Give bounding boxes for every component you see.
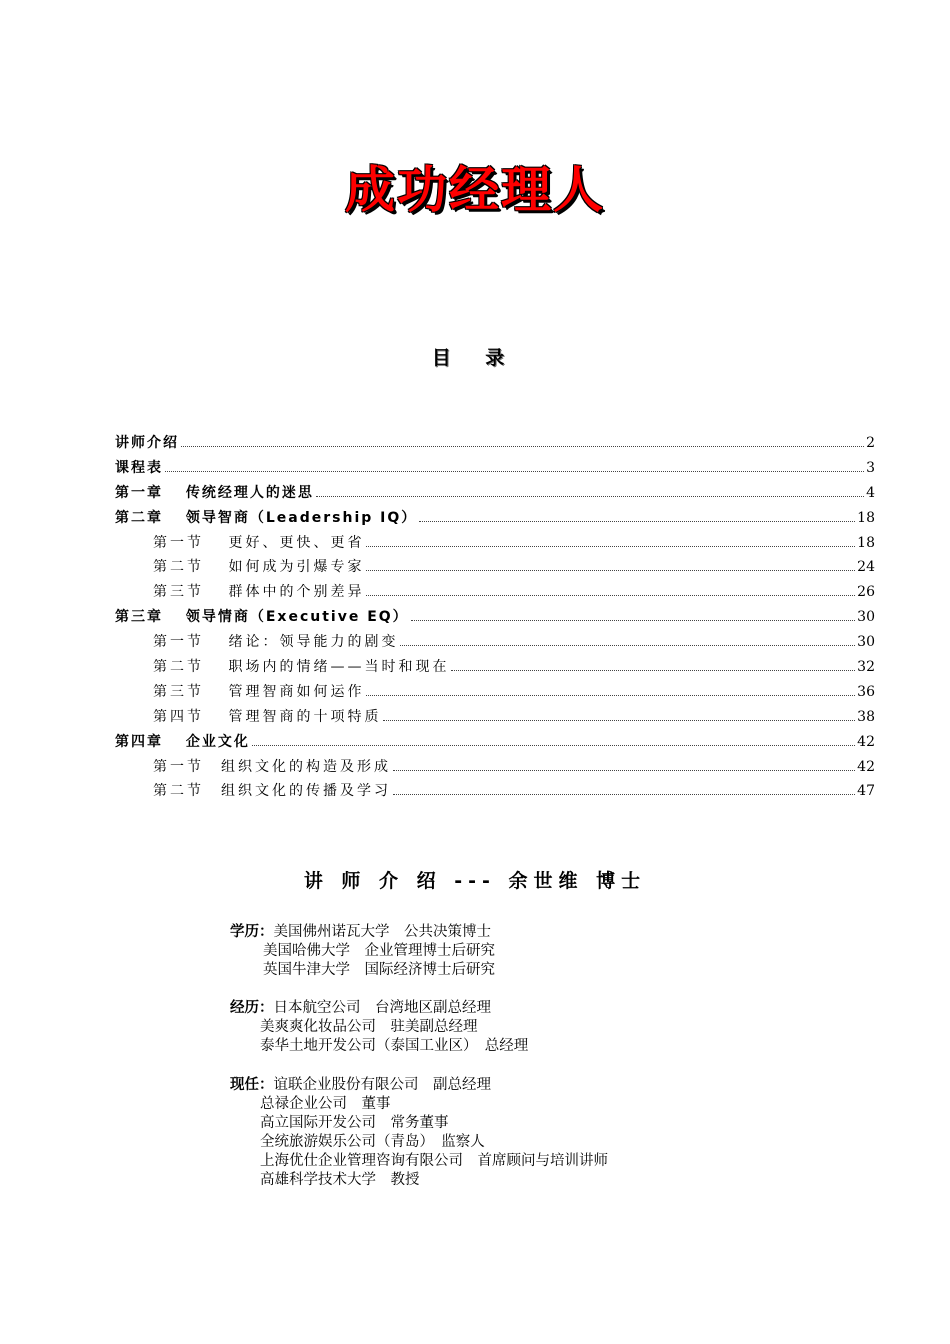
education-section (230, 923, 495, 980)
toc-entry-label: 第四章 企业文化 (115, 733, 250, 750)
toc-entry-page: 18 (857, 509, 875, 526)
toc-entry[interactable] (115, 457, 875, 482)
toc-entry[interactable] (115, 532, 875, 557)
toc-leader-dots (393, 794, 855, 795)
toc-entry-page: 36 (857, 683, 875, 700)
current-line: 高立国际开发公司 常务董事 (260, 1115, 449, 1131)
toc-entry-page: 24 (857, 559, 875, 576)
toc-entry[interactable] (115, 706, 875, 731)
toc-leader-dots (419, 521, 855, 522)
toc-entry-label: 第三节 群体中的个别差异 (153, 584, 365, 601)
toc-entry-label: 课程表 (115, 459, 163, 476)
toc-entry-page: 42 (857, 758, 875, 775)
toc-entry[interactable] (115, 432, 875, 457)
toc-entry-label: 第一节 绪论：领导能力的剧变 (153, 634, 399, 651)
toc-leader-dots (383, 720, 855, 721)
toc-entry-label: 第二节 组织文化的传播及学习 (153, 783, 391, 800)
current-line: 全统旅游娱乐公司（青岛） 监察人 (260, 1134, 485, 1150)
toc-entry-page: 47 (857, 783, 875, 800)
toc-entry-page: 4 (866, 484, 875, 501)
current-section (230, 1076, 608, 1190)
toc-entry-label: 第一节 组织文化的构造及形成 (153, 758, 391, 775)
toc-entry[interactable] (115, 606, 875, 631)
education-line: 英国牛津大学 国际经济博士后研究 (263, 962, 495, 978)
toc-entry[interactable] (115, 756, 875, 781)
toc-entry-label: 讲师介绍 (115, 435, 179, 451)
toc-leader-dots (165, 471, 864, 472)
current-line: 上海优仕企业管理咨询有限公司 首席顾问与培训讲师 (260, 1153, 608, 1169)
toc-entry[interactable] (115, 731, 875, 756)
education-label: 学历： (230, 924, 274, 940)
toc-entry[interactable] (115, 631, 875, 656)
toc-entry-page: 42 (857, 733, 875, 750)
toc-leader-dots (366, 695, 855, 696)
toc-leader-dots (366, 570, 855, 571)
experience-label: 经历： (230, 1000, 274, 1016)
experience-section (230, 999, 528, 1056)
current-line: 谊联企业股份有限公司 副总经理 (273, 1077, 491, 1093)
toc-leader-dots (400, 645, 855, 646)
toc-entry-label: 第二节 职场内的情绪——当时和现在 (153, 659, 450, 676)
education-line: 美国佛州诺瓦大学 公共决策博士 (273, 924, 491, 940)
experience-line: 泰华土地开发公司（泰国工业区） 总经理 (260, 1038, 529, 1054)
toc-entry-label: 第三节 管理智商如何运作 (153, 683, 365, 700)
toc-leader-dots (366, 595, 855, 596)
toc-entry-page: 3 (866, 459, 875, 476)
toc-entry[interactable] (115, 482, 875, 507)
toc-entry-label: 第四节 管理智商的十项特质 (153, 708, 382, 725)
toc-leader-dots (366, 546, 855, 547)
toc-entry-label: 第一节 更好、更快、更省 (153, 534, 365, 551)
toc-entry[interactable] (115, 656, 875, 681)
toc-entry-label: 第二章 领导智商（Leadership IQ） (115, 509, 418, 526)
toc-entry-label: 第一章 传统经理人的迷思 (115, 484, 314, 501)
toc-entry[interactable] (115, 681, 875, 706)
toc-entry-label: 第三章 领导情商（Executive EQ） (115, 609, 409, 626)
education-line: 美国哈佛大学 企业管理博士后研究 (263, 943, 495, 959)
experience-line: 美爽爽化妆品公司 驻美副总经理 (260, 1019, 478, 1035)
toc-entry-page: 18 (857, 534, 875, 551)
toc-leader-dots (316, 496, 864, 497)
toc-entry-label: 第二节 如何成为引爆专家 (153, 559, 365, 576)
toc-entry[interactable] (115, 556, 875, 581)
toc-entry[interactable] (115, 780, 875, 805)
toc-entry-page: 32 (857, 659, 875, 676)
toc-heading: 目 录 (431, 347, 519, 369)
toc-leader-dots (252, 745, 855, 746)
current-label: 现任： (230, 1077, 274, 1093)
toc-entry[interactable] (115, 581, 875, 606)
toc-leader-dots (181, 446, 864, 447)
toc-entry-page: 2 (866, 435, 875, 451)
toc-entry-page: 30 (857, 634, 875, 651)
toc-leader-dots (393, 770, 855, 771)
toc-entry-page: 30 (857, 609, 875, 626)
current-line: 高雄科学技术大学 教授 (260, 1172, 420, 1188)
toc-leader-dots (411, 620, 855, 621)
toc-entry[interactable] (115, 507, 875, 532)
toc-leader-dots (451, 670, 855, 671)
current-line: 总禄企业公司 董事 (260, 1096, 391, 1112)
experience-line: 日本航空公司 台湾地区副总经理 (273, 1000, 491, 1016)
table-of-contents (115, 432, 875, 805)
toc-entry-page: 26 (857, 584, 875, 601)
toc-entry-page: 38 (857, 708, 875, 725)
document-title: 成功经理人 (345, 161, 605, 219)
lecturer-heading: 讲 师 介 绍 --- 余世维 博士 (303, 870, 647, 892)
